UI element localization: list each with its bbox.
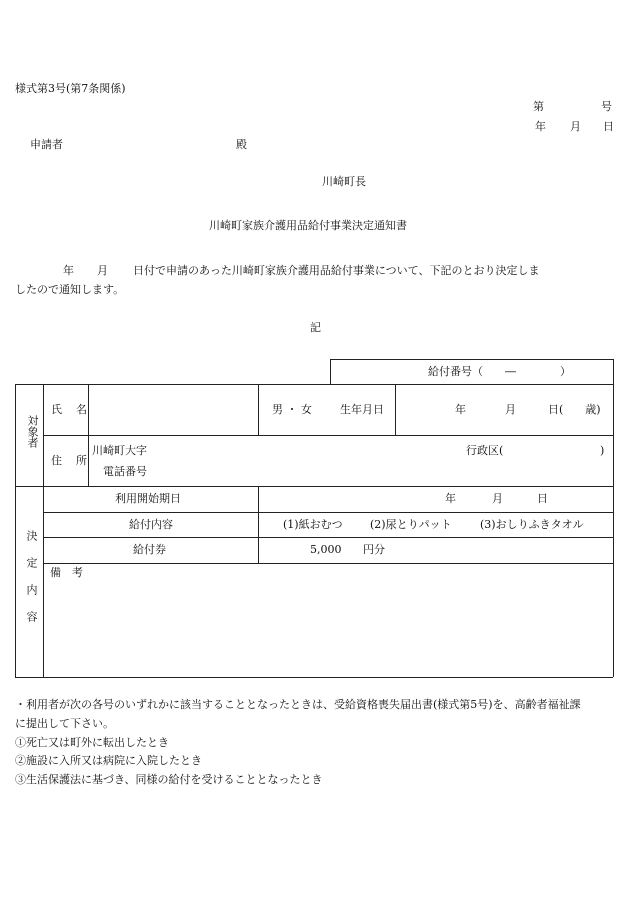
- jusho-label: 住所: [51, 454, 101, 467]
- date-day: 日: [603, 120, 614, 133]
- body-line1: 日付で申請のあった川崎町家族介護用品給付事業について、下記のとおり決定しま: [133, 264, 540, 277]
- note-line1: ・利用者が次の各号のいずれかに該当することとなったときは、受給資格喪失届出書(様式第5号)を、高齢者福祉課: [15, 698, 581, 711]
- note-line2: に提出して下さい。: [15, 717, 114, 730]
- doc-number-prefix: 第: [533, 100, 544, 113]
- amount-value: 5,000: [310, 543, 342, 556]
- body-line2: したので通知します。: [15, 283, 125, 296]
- birth-month: 月: [505, 403, 516, 416]
- form-number: 様式第3号(第7条関係): [15, 82, 126, 95]
- kyufu-naiyo-label: 給付内容: [129, 518, 173, 531]
- address-prefix: 川崎町大字: [92, 444, 147, 457]
- body-year: 年: [63, 264, 74, 277]
- riyo-day: 日: [537, 492, 548, 505]
- applicant-label: 申請者: [30, 138, 63, 151]
- amount-unit: 円分: [363, 543, 385, 556]
- item-diapers: (1)紙おむつ: [283, 518, 343, 531]
- riyo-year: 年: [445, 492, 456, 505]
- kyufuken-label: 給付券: [133, 543, 166, 556]
- date-month: 月: [570, 120, 581, 133]
- item-wipes: (3)おしりふきタオル: [480, 518, 584, 531]
- note-item-1: ①死亡又は町外に転出したとき: [15, 736, 169, 749]
- doc-number-suffix: 号: [601, 100, 612, 113]
- birth-day-age: 日( 歳): [548, 403, 601, 416]
- item-pads: (2)尿とりパット: [370, 518, 452, 531]
- riyo-kaishi-label: 利用開始期日: [115, 492, 181, 505]
- note-item-2: ②施設に入所又は病院に入院したとき: [15, 754, 202, 767]
- kettei-naiyo-label: 決定内容: [25, 530, 38, 638]
- biko-label: 備 考: [50, 566, 83, 579]
- shimei-label: 氏名: [51, 403, 101, 416]
- document-title: 川崎町家族介護用品給付事業決定通知書: [209, 219, 407, 232]
- gyoseiku-close: ): [600, 444, 605, 457]
- issuer: 川崎町長: [322, 175, 366, 188]
- birth-year: 年: [455, 403, 466, 416]
- date-year: 年: [535, 120, 546, 133]
- applicant-honorific: 殿: [236, 138, 247, 151]
- ki-label: 記: [310, 321, 321, 334]
- kyufu-bango: 給付番号（ ― ）: [428, 365, 571, 378]
- taishosha-label: 対象者: [26, 415, 39, 448]
- note-item-3: ③生活保護法に基づき、同様の給付を受けることとなったとき: [15, 773, 323, 786]
- birth-label: 生年月日: [340, 403, 384, 416]
- gyoseiku-label: 行政区(: [466, 444, 504, 457]
- phone-label: 電話番号: [103, 465, 147, 478]
- riyo-month: 月: [492, 492, 503, 505]
- sex-options: 男 ・ 女: [272, 403, 312, 416]
- body-month: 月: [97, 264, 108, 277]
